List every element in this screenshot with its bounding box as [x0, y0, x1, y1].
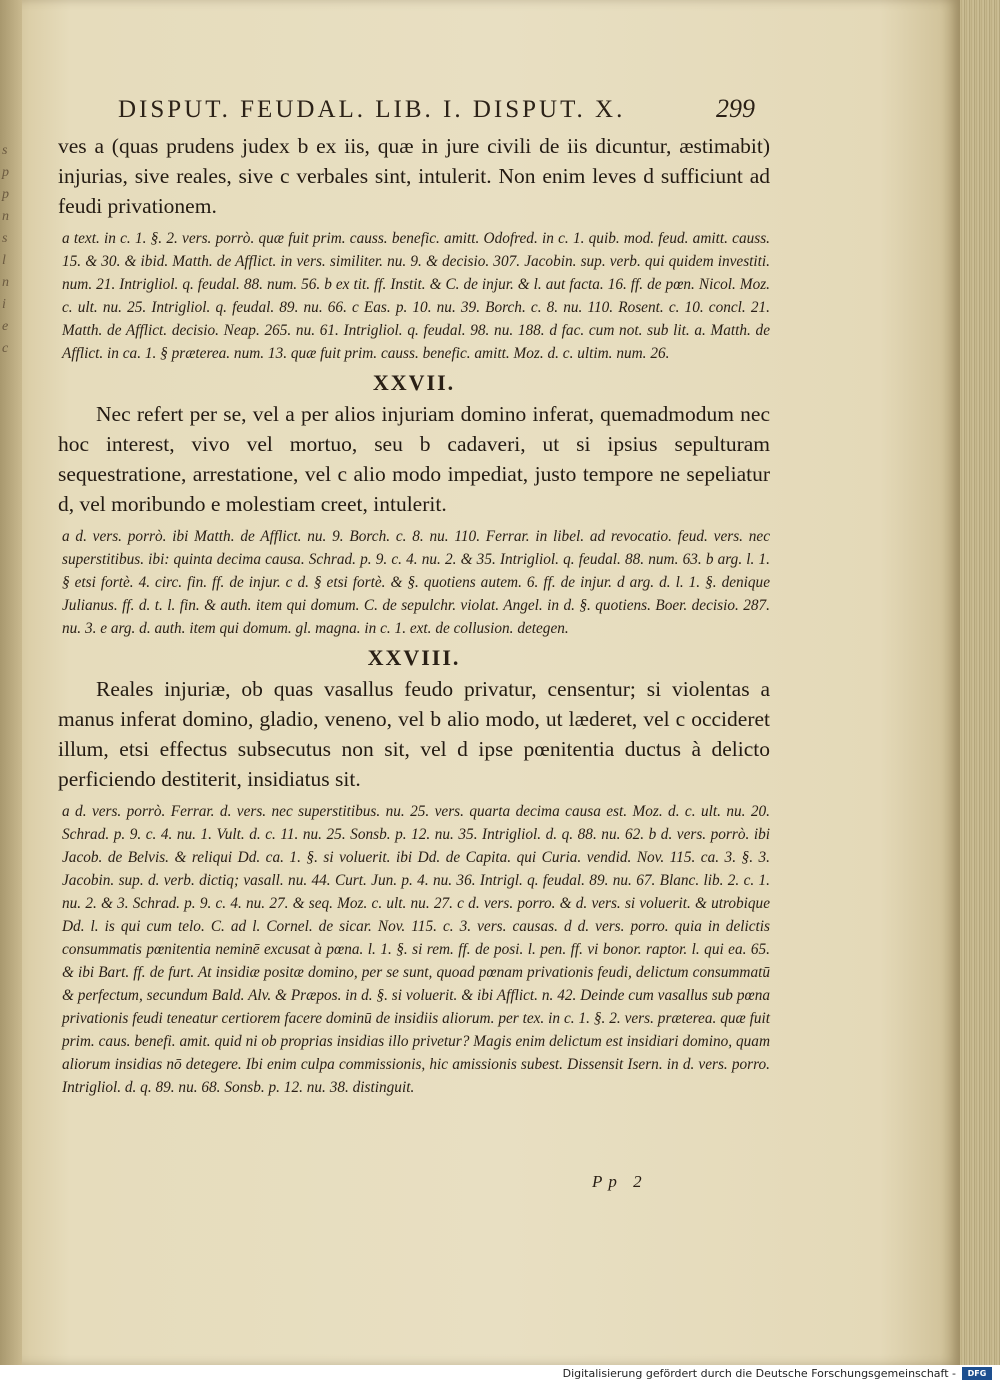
- footnotes-block: a d. vers. porrò. ibi Matth. de Afflict. nu. 9. Borch. c. 8. nu. 110. Ferrar. in libel. ad revocatio. feud. vers. nec superstitibus. ibi: quinta decima causa. Schrad. p. 9. c. 4. nu. 2. & 35. Intrigliol. q. feudal. 88. num. 63. b arg. l. 1. § etsi fortè. 4. circ. fin. ff. de injur. c d. § etsi fortè. & §. quotiens autem. 6. ff. de injur. d arg. d. l. 1. §. denique Julianus. ff. d. t. l. fin. & auth. item qui domum. C. de sepulchr. violat. Angel. in d. §. quotiens. Boer. decisio. 287. nu. 3. e arg. d. auth. item qui domum. gl. magna. in c. 1. ext. de collusion. detegen.: [62, 528, 770, 637]
- section-heading: XXVII.: [372, 370, 456, 395]
- page-number: 299: [716, 94, 755, 123]
- footnotes-block: a text. in c. 1. §. 2. vers. porrò. quæ fuit prim. causs. benefic. amitt. Odofred. in c. 1. quib. mod. feud. amitt. causs. 15. & 30. & ibid. Matth. de Afflict. in vers. similiter. nu. 9. & decisio. 307. Jacobin. sup. verb. qui quidem investiti. num. 21. Intrigliol. q. feudal. 88. num. 56. b ex tit. ff. Instit. & C. de injur. & l. aut facta. 16. ff. de pœn. Nicol. Moz. c. ult. nu. 25. Intrigliol. q. feudal. 89. nu. 66. c Eas. p. 10. nu. 39. Borch. c. 8. nu. 110. Rosent. c. 10. concl. 21. Matth. de Afflict. decisio. Neap. 265. nu. 61. Intrigliol. q. feudal. 98. nu. 188. d fac. cum not. sub lit. a. Matth. de Afflict. in ca. 1. § præterea. num. 13. quæ fuit prim. causs. benefic. amitt. Moz. d. c. ultim. num. 26.: [62, 230, 770, 362]
- facing-page-bleed: s p p n s l n i e c: [2, 143, 9, 356]
- footnotes-block: a d. vers. porrò. Ferrar. d. vers. nec superstitibus. nu. 25. vers. quarta decima causa est. Moz. d. c. ult. nu. 20. Schrad. p. 9. c. 4. nu. 1. Vult. d. c. 11. nu. 25. Sonsb. p. 12. nu. 35. Intrigliol. d. q. 88. nu. 62. b d. vers. porrò. ibi Jacob. de Belvis. & reliqui Dd. ca. 1. §. si voluerit. ibi Dd. de Capita. qui Curia. vendid. Nov. 115. ca. 3. §. 3. Jacobin. sup. d. verb. dictiq; vasall. nu. 44. Curt. Jun. p. 4. nu. 36. Intrigl. q. feudal. 89. nu. 67. Blanc. lib. 2. c. 1. nu. 2. & 3. Schrad. p. 9. c. 4. nu. 27. & seq. Moz. c. ult. nu. 27. c d. vers. porro. & d. vers. si voluerit. & utrobique Dd. l. is qui cum telo. C. ad l. Cornel. de sicar. Nov. 115. c. 3. vers. causas. d d. vers. porro. quia in delictis consummatis pœnitentia neminē excusat à pœna. l. 1. §. si rem. ff. de posi. l. pen. ff. vi bonor. raptor. l. qui ea. 65. & ibi Bart. ff. de furt. At insidiæ positæ domino, per se sunt, quoad pœnam privationis feudi, delictum consummatū & perfectum, secundum Bald. Alv. & Præpos. in d. §. si voluerit. & ibi Afflict. n. 42. Deinde cum vasallus sub pœna privationis feudi teneatur certiorem facere dominū de insidiis aliorum. per tex. in c. 1. §. 2. vers. præterea. quæ fuit prim. caus. benefi. amit. quid ni ob proprias insidias illo privetur? Magis enim delictum est insidiari domino, quam aliorum insidias nō detegere. Ibi enim culpa commissionis, hic amissionis subest. Dissensit Isern. in d. vers. porro. Intrigliol. d. q. 89. nu. 68. Sonsb. p. 12. nu. 38. distinguit.: [62, 803, 770, 1096]
- main-text-paragraph: Nec refert per se, vel a per alios injuriam domino inferat, quemadmodum nec hoc interest, vivo vel mortuo, seu b cadaveri, ut si ipsius sepulturam sequestratione, arrestatione, vel c alio modo impediat, justo tempore ne sepeliatur d, vel moribundo e molestiam creet, intulerit.: [58, 402, 770, 516]
- digitization-footer: [0, 1365, 1000, 1383]
- page-edges: [960, 0, 1000, 1365]
- main-text-paragraph: ves a (quas prudens judex b ex iis, quæ in jure civili de iis dicuntur, æstimabit) injurias, sive reales, sive c verbales sint, intulerit. Non enim leves d sufficiunt ad feudi privationem.: [58, 134, 770, 218]
- dfg-logo: DFG: [962, 1367, 992, 1380]
- section-heading: XXVIII.: [367, 645, 461, 670]
- page-body: [58, 131, 770, 1099]
- signature-mark: Pp 2: [592, 1172, 648, 1191]
- footer-credit: Digitalisierung gefördert durch die Deutsche Forschungsgemeinschaft -: [562, 1367, 956, 1380]
- main-text-paragraph: Reales injuriæ, ob quas vasallus feudo privatur, censentur; si violentas a manus inferat domino, gladio, veneno, vel b alio modo, ut læderet, vel c occideret illum, etsi effectus subsecutus non sit, vel d ipse pœnitentia ductus à delicto perficiendo destiterit, insidiatus sit.: [58, 677, 770, 791]
- running-head: DISPUT. FEUDAL. LIB. I. DISPUT. X.: [118, 96, 626, 123]
